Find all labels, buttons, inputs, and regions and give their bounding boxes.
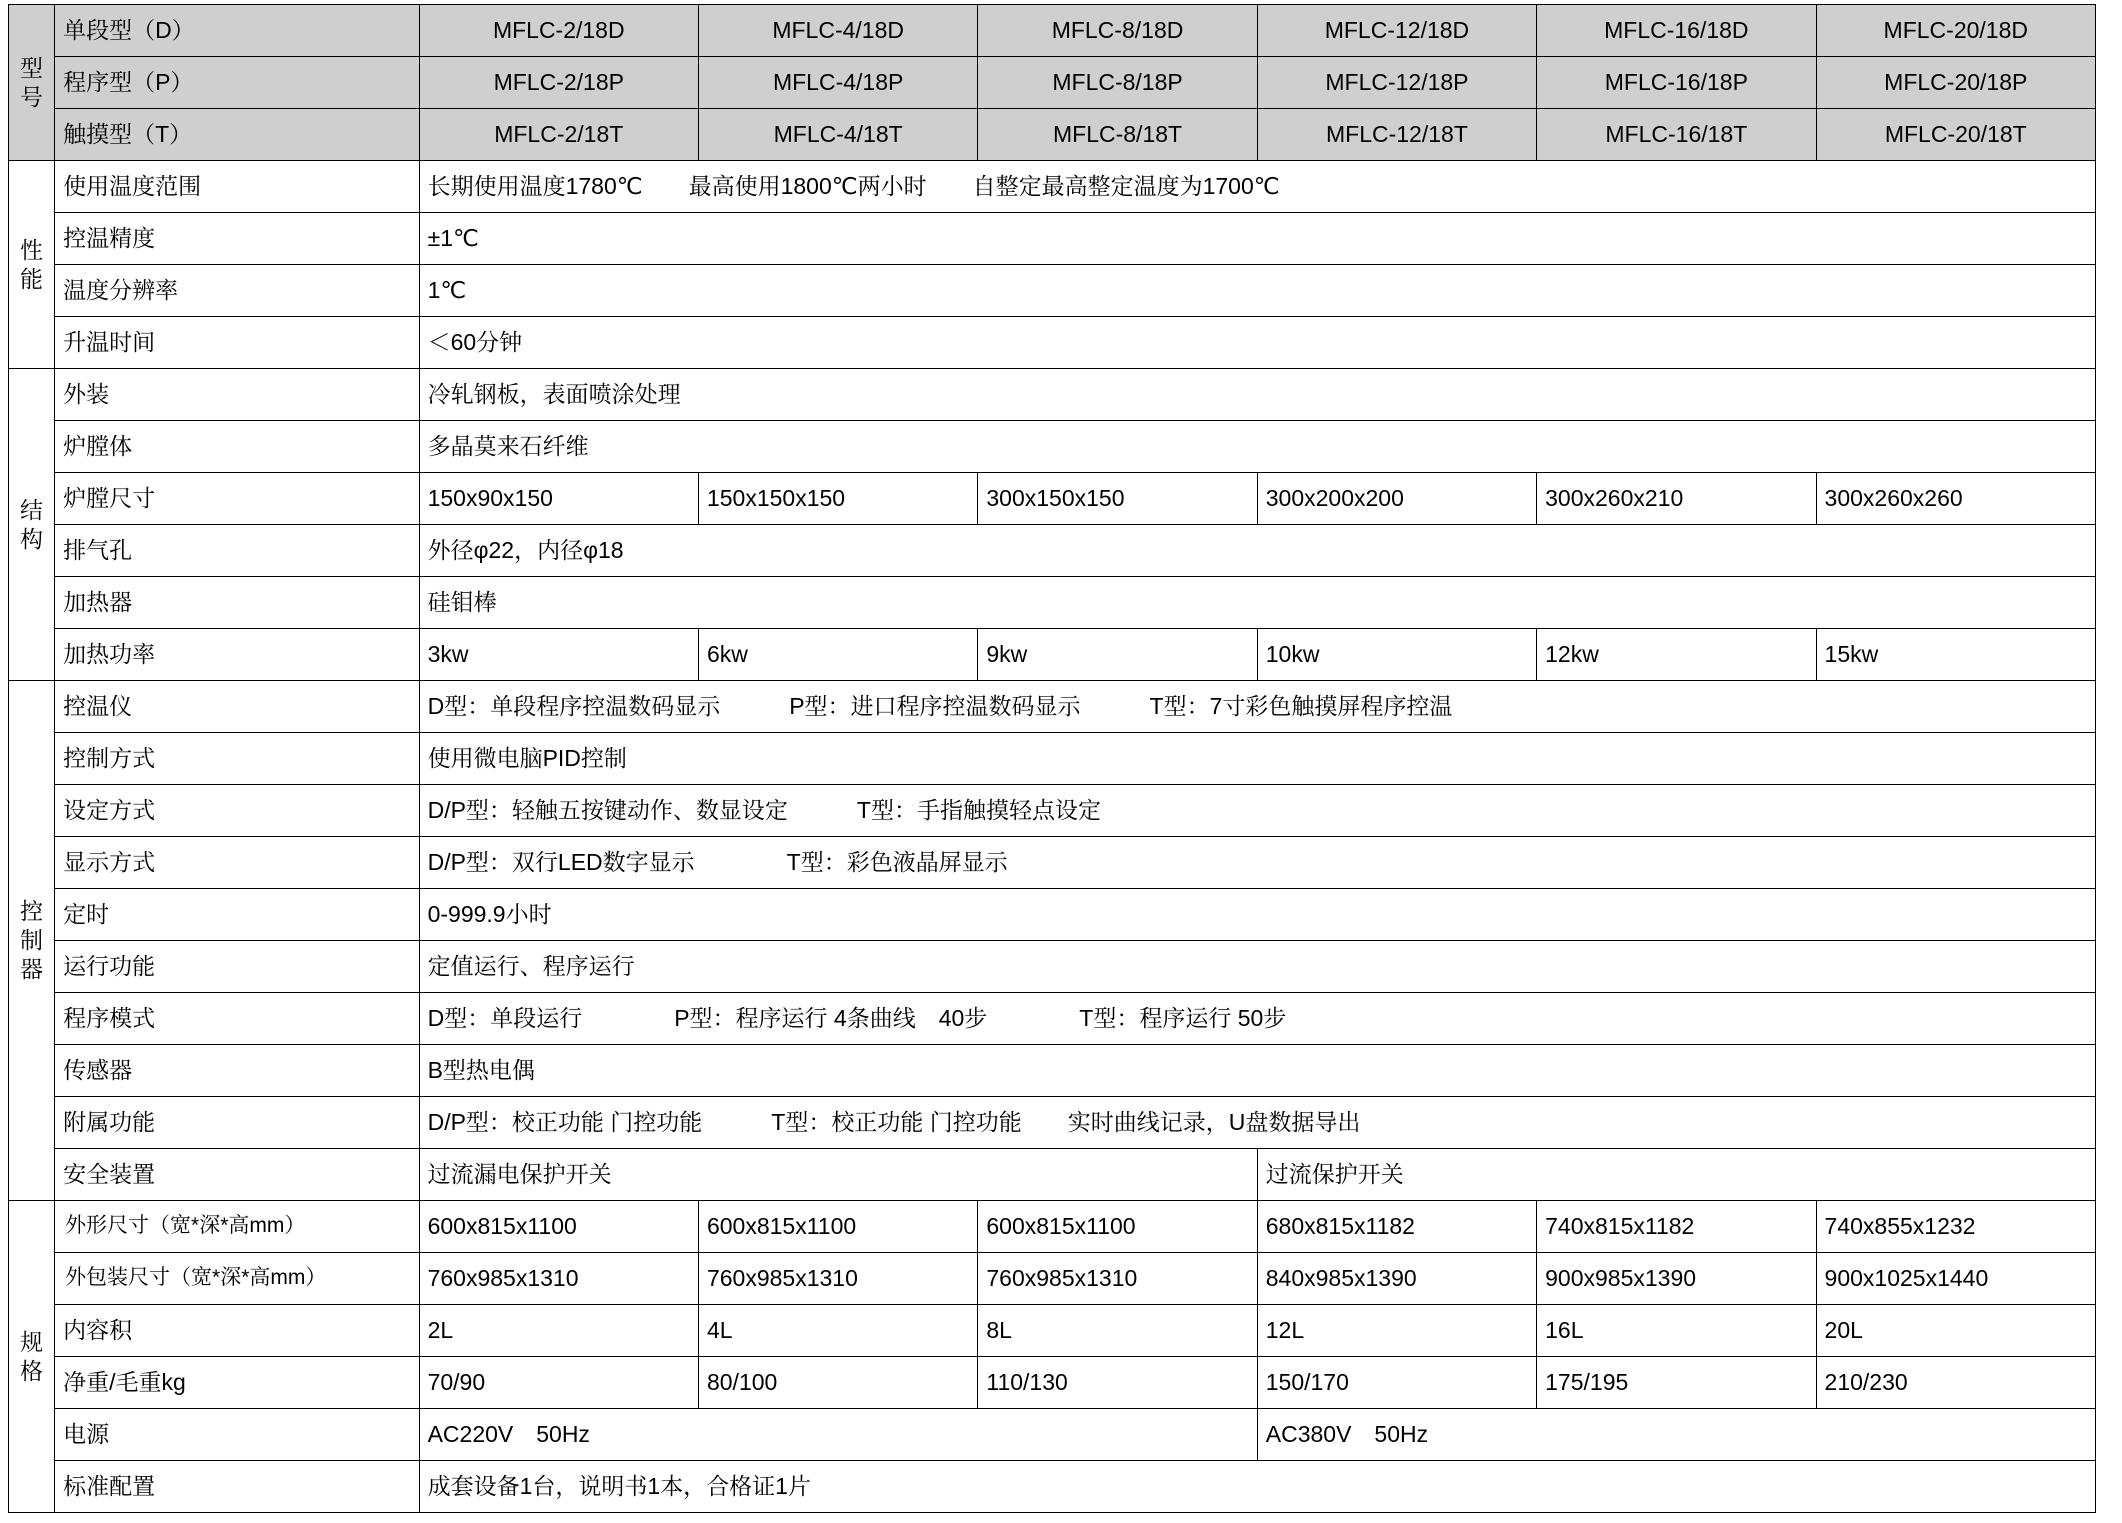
cell: 680x815x1182 (1257, 1201, 1536, 1253)
table-row (9, 681, 2096, 733)
table-row (9, 265, 2096, 317)
table-row (9, 733, 2096, 785)
table-row (9, 317, 2096, 369)
row-label: 定时 (55, 889, 420, 941)
cell: ±1℃ (419, 213, 2095, 265)
cell: MFLC-12/18P (1257, 57, 1536, 109)
cell: AC220V 50Hz (419, 1409, 1257, 1461)
row-label: 安全装置 (55, 1149, 420, 1201)
row-label: 加热器 (55, 577, 420, 629)
table-row (9, 1305, 2096, 1357)
cell: 150/170 (1257, 1357, 1536, 1409)
cell: 20L (1816, 1305, 2095, 1357)
cell: 210/230 (1816, 1357, 2095, 1409)
row-label: 程序模式 (55, 993, 420, 1045)
cell: D型：单段程序控温数码显示 P型：进口程序控温数码显示 T型：7寸彩色触摸屏程序控温 (419, 681, 2095, 733)
table-row (9, 109, 2096, 161)
cell: 740x855x1232 (1816, 1201, 2095, 1253)
cell: 多晶莫来石纤维 (419, 421, 2095, 473)
cell: MFLC-16/18T (1537, 109, 1816, 161)
table-row (9, 57, 2096, 109)
group-label-structure: 结构 (9, 369, 55, 681)
cell: MFLC-8/18D (978, 5, 1257, 57)
group-label-controller: 控制器 (9, 681, 55, 1201)
row-label: 炉膛尺寸 (55, 473, 420, 525)
table-row (9, 525, 2096, 577)
row-label: 设定方式 (55, 785, 420, 837)
table-row (9, 213, 2096, 265)
table-row (9, 1045, 2096, 1097)
row-label: 升温时间 (55, 317, 420, 369)
cell: B型热电偶 (419, 1045, 2095, 1097)
cell: 6kw (698, 629, 977, 681)
row-label: 炉膛体 (55, 421, 420, 473)
cell: D/P型：轻触五按键动作、数显设定 T型：手指触摸轻点设定 (419, 785, 2095, 837)
cell: MFLC-12/18D (1257, 5, 1536, 57)
row-label: 程序型（P） (55, 57, 420, 109)
cell: 300x260x260 (1816, 473, 2095, 525)
row-label: 排气孔 (55, 525, 420, 577)
cell: D/P型：校正功能 门控功能 T型：校正功能 门控功能 实时曲线记录，U盘数据导出 (419, 1097, 2095, 1149)
cell: MFLC-4/18D (698, 5, 977, 57)
row-label: 使用温度范围 (55, 161, 420, 213)
cell: 成套设备1台，说明书1本，合格证1片 (419, 1461, 2095, 1513)
cell: MFLC-20/18T (1816, 109, 2095, 161)
cell: MFLC-20/18D (1816, 5, 2095, 57)
cell: MFLC-8/18T (978, 109, 1257, 161)
table-row (9, 785, 2096, 837)
cell: 760x985x1310 (419, 1253, 698, 1305)
table-row (9, 1097, 2096, 1149)
cell: ＜60分钟 (419, 317, 2095, 369)
table-row (9, 1409, 2096, 1461)
cell: 长期使用温度1780℃ 最高使用1800℃两小时 自整定最高整定温度为1700℃ (419, 161, 2095, 213)
row-label: 触摸型（T） (55, 109, 420, 161)
cell: MFLC-2/18T (419, 109, 698, 161)
table-row (9, 369, 2096, 421)
cell: MFLC-4/18T (698, 109, 977, 161)
table-row (9, 473, 2096, 525)
table-row (9, 161, 2096, 213)
table-row (9, 1461, 2096, 1513)
cell: 150x150x150 (698, 473, 977, 525)
cell: 10kw (1257, 629, 1536, 681)
row-label: 外装 (55, 369, 420, 421)
cell: 840x985x1390 (1257, 1253, 1536, 1305)
cell: 16L (1537, 1305, 1816, 1357)
cell: 12L (1257, 1305, 1536, 1357)
cell: MFLC-4/18P (698, 57, 977, 109)
cell: 使用微电脑PID控制 (419, 733, 2095, 785)
cell: MFLC-2/18D (419, 5, 698, 57)
cell: D型：单段运行 P型：程序运行 4条曲线 40步 T型：程序运行 50步 (419, 993, 2095, 1045)
cell: 600x815x1100 (419, 1201, 698, 1253)
row-label: 传感器 (55, 1045, 420, 1097)
table-row (9, 5, 2096, 57)
row-label: 电源 (55, 1409, 420, 1461)
cell: MFLC-16/18D (1537, 5, 1816, 57)
cell: 冷轧钢板，表面喷涂处理 (419, 369, 2095, 421)
cell: 600x815x1100 (698, 1201, 977, 1253)
cell: 175/195 (1537, 1357, 1816, 1409)
cell: 15kw (1816, 629, 2095, 681)
cell: MFLC-16/18P (1537, 57, 1816, 109)
cell: 70/90 (419, 1357, 698, 1409)
cell: D/P型：双行LED数字显示 T型：彩色液晶屏显示 (419, 837, 2095, 889)
row-label: 控制方式 (55, 733, 420, 785)
cell: 1℃ (419, 265, 2095, 317)
row-label: 加热功率 (55, 629, 420, 681)
cell: 硅钼棒 (419, 577, 2095, 629)
group-label-performance: 性能 (9, 161, 55, 369)
cell: 300x200x200 (1257, 473, 1536, 525)
cell: 过流保护开关 (1257, 1149, 2095, 1201)
cell: 760x985x1310 (978, 1253, 1257, 1305)
cell: 760x985x1310 (698, 1253, 977, 1305)
cell: MFLC-20/18P (1816, 57, 2095, 109)
cell: MFLC-12/18T (1257, 109, 1536, 161)
group-label-spec: 规格 (9, 1201, 55, 1513)
row-label: 温度分辨率 (55, 265, 420, 317)
row-label: 控温精度 (55, 213, 420, 265)
row-label: 控温仪 (55, 681, 420, 733)
cell: AC380V 50Hz (1257, 1409, 2095, 1461)
cell: 2L (419, 1305, 698, 1357)
cell: 9kw (978, 629, 1257, 681)
cell: 740x815x1182 (1537, 1201, 1816, 1253)
cell: 600x815x1100 (978, 1201, 1257, 1253)
specification-table (8, 4, 2096, 1513)
cell: 定值运行、程序运行 (419, 941, 2095, 993)
table-row (9, 629, 2096, 681)
table-row (9, 837, 2096, 889)
group-label-model: 型号 (9, 5, 55, 161)
row-label: 附属功能 (55, 1097, 420, 1149)
row-label: 净重/毛重kg (55, 1357, 420, 1409)
cell: 80/100 (698, 1357, 977, 1409)
table-row (9, 1201, 2096, 1253)
table-row (9, 421, 2096, 473)
table-row (9, 889, 2096, 941)
table-row (9, 1149, 2096, 1201)
cell: 12kw (1537, 629, 1816, 681)
row-label: 内容积 (55, 1305, 420, 1357)
cell: 0-999.9小时 (419, 889, 2095, 941)
table-row (9, 1357, 2096, 1409)
cell: MFLC-2/18P (419, 57, 698, 109)
table-row (9, 941, 2096, 993)
row-label: 单段型（D） (55, 5, 420, 57)
cell: 4L (698, 1305, 977, 1357)
cell: 150x90x150 (419, 473, 698, 525)
row-label: 显示方式 (55, 837, 420, 889)
cell: 900x1025x1440 (1816, 1253, 2095, 1305)
cell: 110/130 (978, 1357, 1257, 1409)
row-label: 运行功能 (55, 941, 420, 993)
row-label: 标准配置 (55, 1461, 420, 1513)
cell: 300x150x150 (978, 473, 1257, 525)
cell: 外径φ22，内径φ18 (419, 525, 2095, 577)
cell: MFLC-8/18P (978, 57, 1257, 109)
cell: 300x260x210 (1537, 473, 1816, 525)
table-row (9, 1253, 2096, 1305)
row-label: 外形尺寸（宽*深*高mm） (55, 1201, 420, 1253)
cell: 900x985x1390 (1537, 1253, 1816, 1305)
table-row (9, 577, 2096, 629)
table-row (9, 993, 2096, 1045)
cell: 8L (978, 1305, 1257, 1357)
row-label: 外包装尺寸（宽*深*高mm） (55, 1253, 420, 1305)
cell: 3kw (419, 629, 698, 681)
cell: 过流漏电保护开关 (419, 1149, 1257, 1201)
